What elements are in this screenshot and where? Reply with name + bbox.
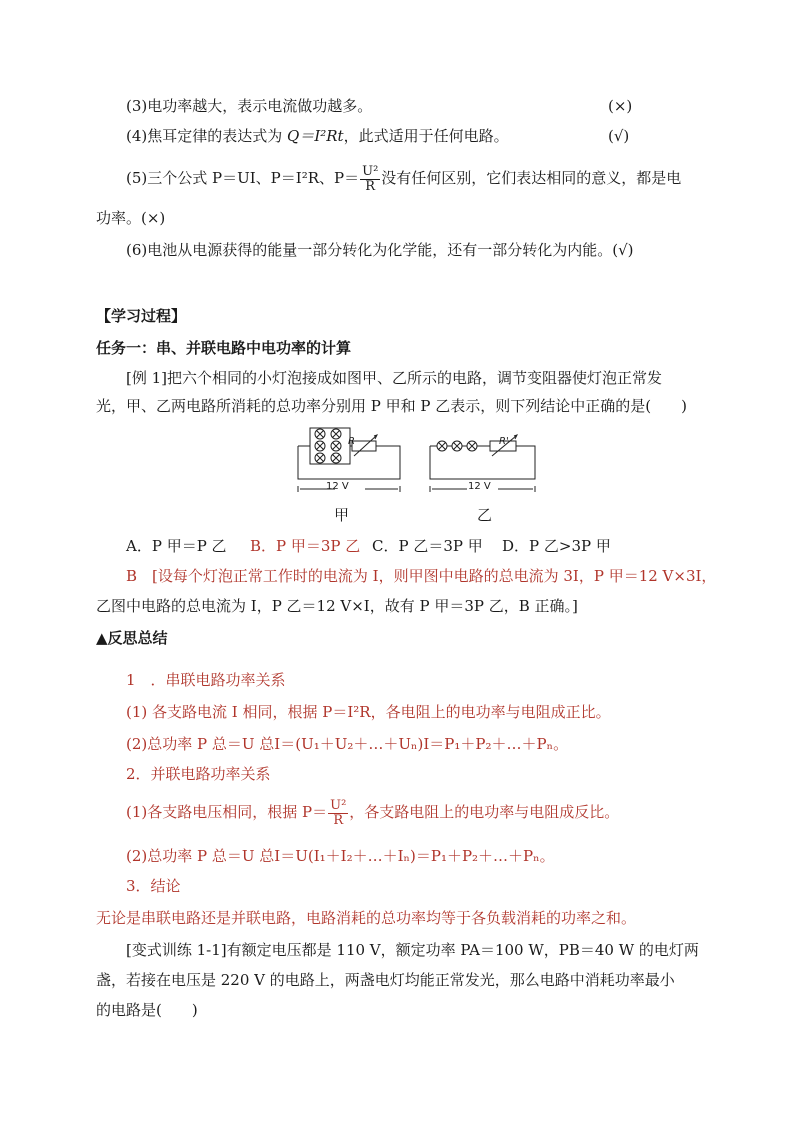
answer-explanation: [设每个灯泡正常工作时的电流为 I，则甲图中电路的总电流为 3I，P 甲＝12 V×3I， <box>152 567 717 585</box>
section-title: 【学习过程】 <box>96 307 187 325</box>
example-line-2: 光，甲、乙两电路所消耗的总功率分别用 P 甲和 P 乙表示，则下列结论中正确的是( ) <box>96 397 687 415</box>
right-resistor-label: R' <box>499 436 509 447</box>
right-voltage-label: 12 V <box>468 481 491 492</box>
variant-line-1: [变式训练 1-1]有额定电压都是 110 V，额定功率 PA＝100 W，PB＝40 W 的电灯两 <box>126 941 699 959</box>
item-4-formula: Q＝I²Rt <box>287 127 344 145</box>
variant-line-2: 盏，若接在电压是 220 V 的电路上，两盏电灯均能正常发光，那么电路中消耗功率最小 <box>96 971 675 989</box>
item-4-post: ，此式适用于任何电路。 <box>343 127 509 145</box>
item-4-pre: (4)焦耳定律的表达式为 <box>126 127 288 145</box>
answer-letter: B <box>126 567 138 585</box>
item-4 <box>126 126 509 146</box>
item-4-mark: (√) <box>608 127 630 145</box>
example-line-1: [例 1]把六个相同的小灯泡接成如图甲、乙所示的电路，调节变阻器使灯泡正常发 <box>126 369 663 387</box>
reflection-title: ▲反思总结 <box>96 629 168 647</box>
left-resistor-label: R <box>348 436 355 447</box>
option-c: C．P 乙＝3P 甲 <box>372 537 483 555</box>
conclusion-text: 无论是串联电路还是并联电路，电路消耗的总功率均等于各负载消耗的功率之和。 <box>96 909 637 927</box>
variant-line-3: 的电路是( ) <box>96 1001 198 1019</box>
item-5 <box>126 160 681 196</box>
item-3-mark: (×) <box>608 97 633 115</box>
parallel-rule-1: (1)各支路电压相同，根据 P＝ $\frac{\text{U²}}{R}$ ，各支路电阻上的电功率与电阻成反比。 <box>126 797 620 828</box>
left-voltage-label: 12 V <box>326 481 349 492</box>
item-5-cont: 功率。(×) <box>96 209 166 227</box>
left-circuit-caption: 甲 <box>334 506 350 524</box>
conclusion-title: 3．结论 <box>126 877 181 895</box>
series-rule-2: (2)总功率 P 总＝U 总I＝(U₁＋U₂＋…＋Uₙ)I＝P₁＋P₂＋…＋Pₙ。 <box>126 735 569 753</box>
item-6: (6)电池从电源获得的能量一部分转化为化学能，还有一部分转化为内能。(√) <box>126 241 634 259</box>
option-b: B．P 甲＝3P 乙 <box>250 537 361 555</box>
item-5-post: 没有任何区别，它们表达相同的意义，都是电 <box>381 169 682 187</box>
option-a: A．P 甲＝P 乙 <box>126 537 227 555</box>
series-rule-1: (1) 各支路电流 I 相同，根据 P＝I²R，各电阻上的电功率与电阻成正比。 <box>126 703 611 721</box>
option-d: D．P 乙>3P 甲 <box>502 537 611 555</box>
task-title: 任务一：串、并联电路中电功率的计算 <box>96 339 352 357</box>
item-3: (3)电功率越大，表示电流做功越多。 <box>126 97 373 115</box>
item-5-fraction: $\frac{\text{U²}}{R}$ <box>362 163 379 194</box>
parallel-title: 2．并联电路功率关系 <box>126 765 271 783</box>
answer-line-1 <box>126 566 716 586</box>
circuit-figure <box>290 424 550 504</box>
item-5-pre: (5)三个公式 P＝UI、P＝I²R、P＝ <box>126 169 360 187</box>
parallel-fraction: $\frac{\text{U²}}{R}$ <box>330 797 347 828</box>
series-title: 1 ．串联电路功率关系 <box>126 671 286 689</box>
parallel-rule-2: (2)总功率 P 总＝U 总I＝U(I₁＋I₂＋…＋Iₙ)＝P₁＋P₂＋…＋Pₙ。 <box>126 847 555 865</box>
answer-line-2: 乙图中电路的总电流为 I，P 乙＝12 V×I，故有 P 甲＝3P 乙，B 正确。] <box>96 597 578 615</box>
right-circuit-caption: 乙 <box>477 506 493 524</box>
